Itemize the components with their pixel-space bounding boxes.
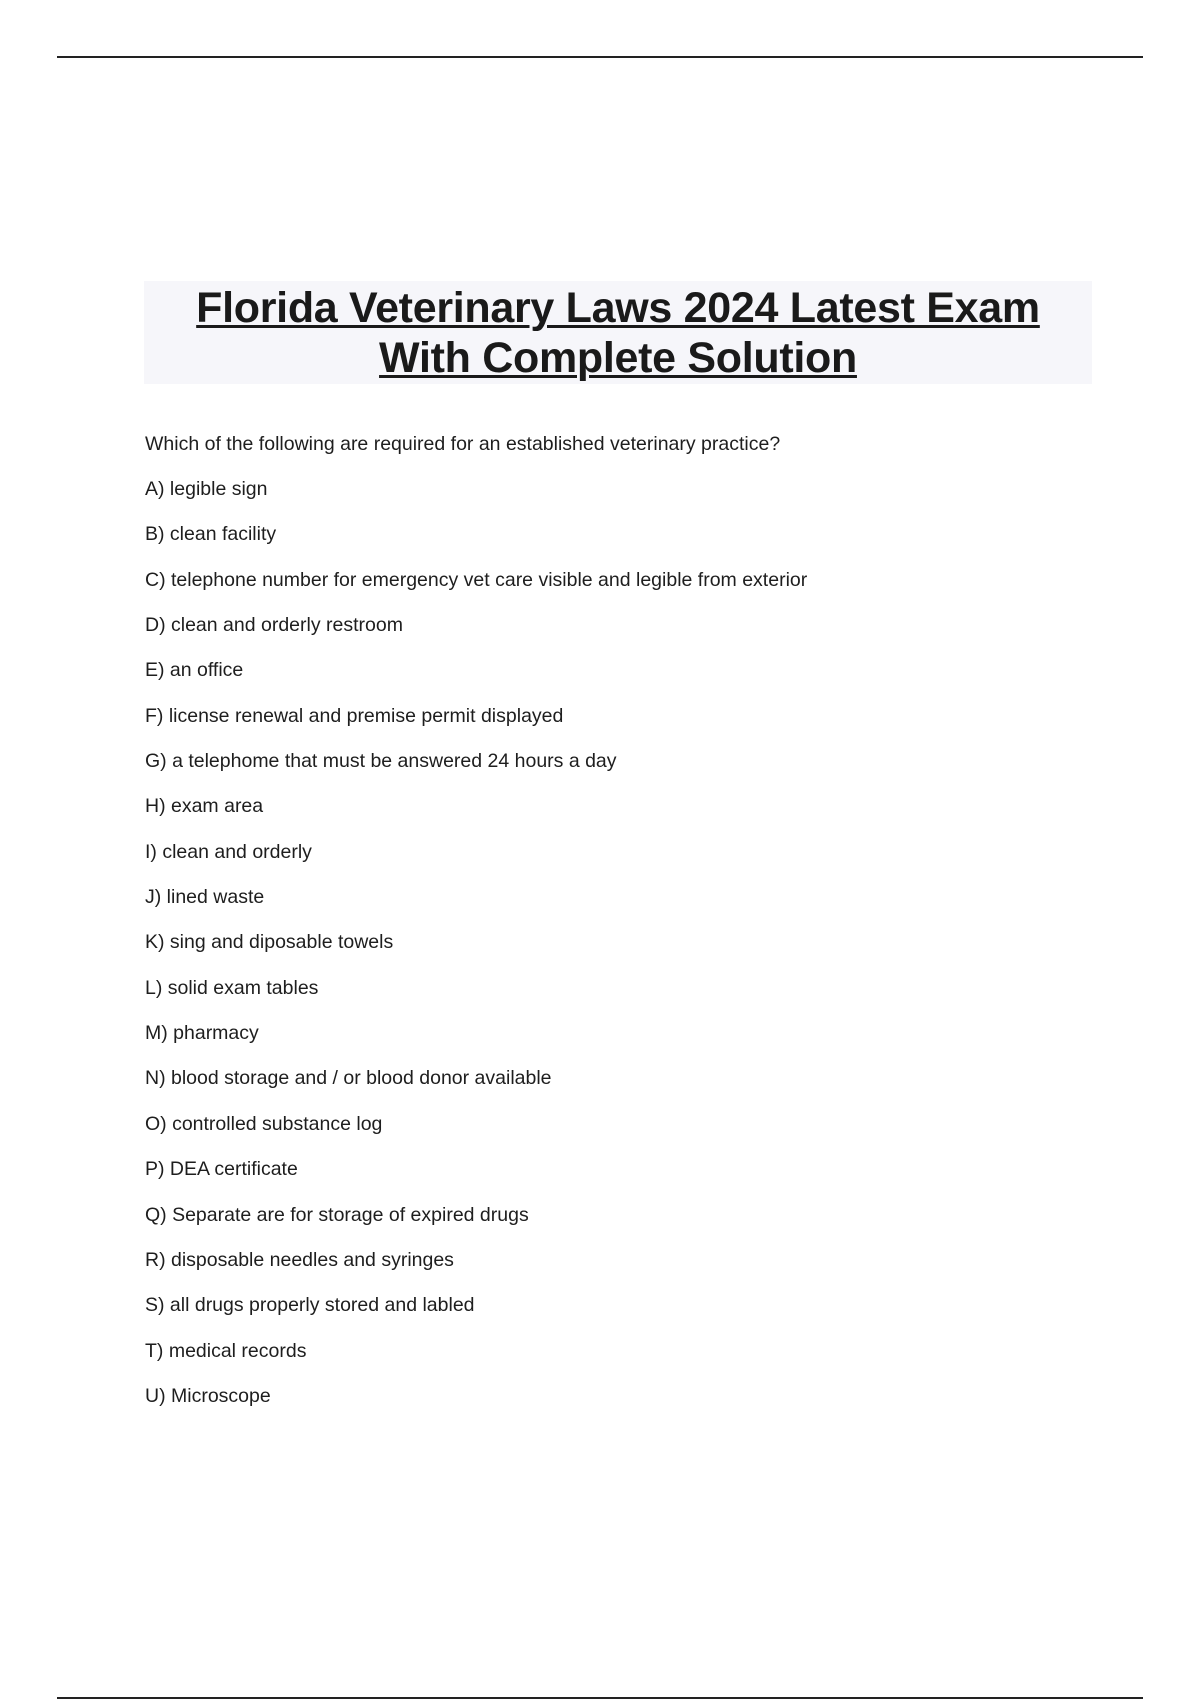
option-j: J) lined waste [145,886,265,909]
option-d: D) clean and orderly restroom [145,614,403,637]
option-s: S) all drugs properly stored and labled [145,1294,475,1317]
answer-options-list [145,475,807,1427]
option-a: A) legible sign [145,478,268,500]
option-t: T) medical records [145,1339,307,1362]
option-h: H) exam area [145,795,264,818]
option-n: N) blood storage and / or blood donor available [145,1067,552,1090]
option-l: L) solid exam tables [145,976,319,999]
option-f: F) license renewal and premise permit displayed [145,704,564,727]
option-g: G) a telephome that must be answered 24 hours a day [145,750,617,773]
option-r: R) disposable needles and syringes [145,1248,454,1271]
option-q: Q) Separate are for storage of expired drugs [145,1203,529,1226]
option-b: B) clean facility [145,523,277,546]
option-c: C) telephone number for emergency vet care visible and legible from exterior [145,568,808,591]
document-title-line-1: Florida Veterinary Laws 2024 Latest Exam [196,284,1040,332]
option-o: O) controlled substance log [145,1112,383,1135]
option-k: K) sing and diposable towels [145,931,394,954]
option-u: U) Microscope [145,1384,271,1407]
option-m: M) pharmacy [145,1022,259,1045]
option-e: E) an office [145,659,244,682]
option-i: I) clean and orderly [145,840,312,863]
header-rule [57,56,1143,58]
option-p: P) DEA certificate [145,1158,298,1181]
footer-rule [57,1697,1143,1699]
title-block [144,281,1092,384]
document-title-line-2: With Complete Solution [379,334,857,382]
question-text: Which of the following are required for an established veterinary practice? [145,433,781,455]
